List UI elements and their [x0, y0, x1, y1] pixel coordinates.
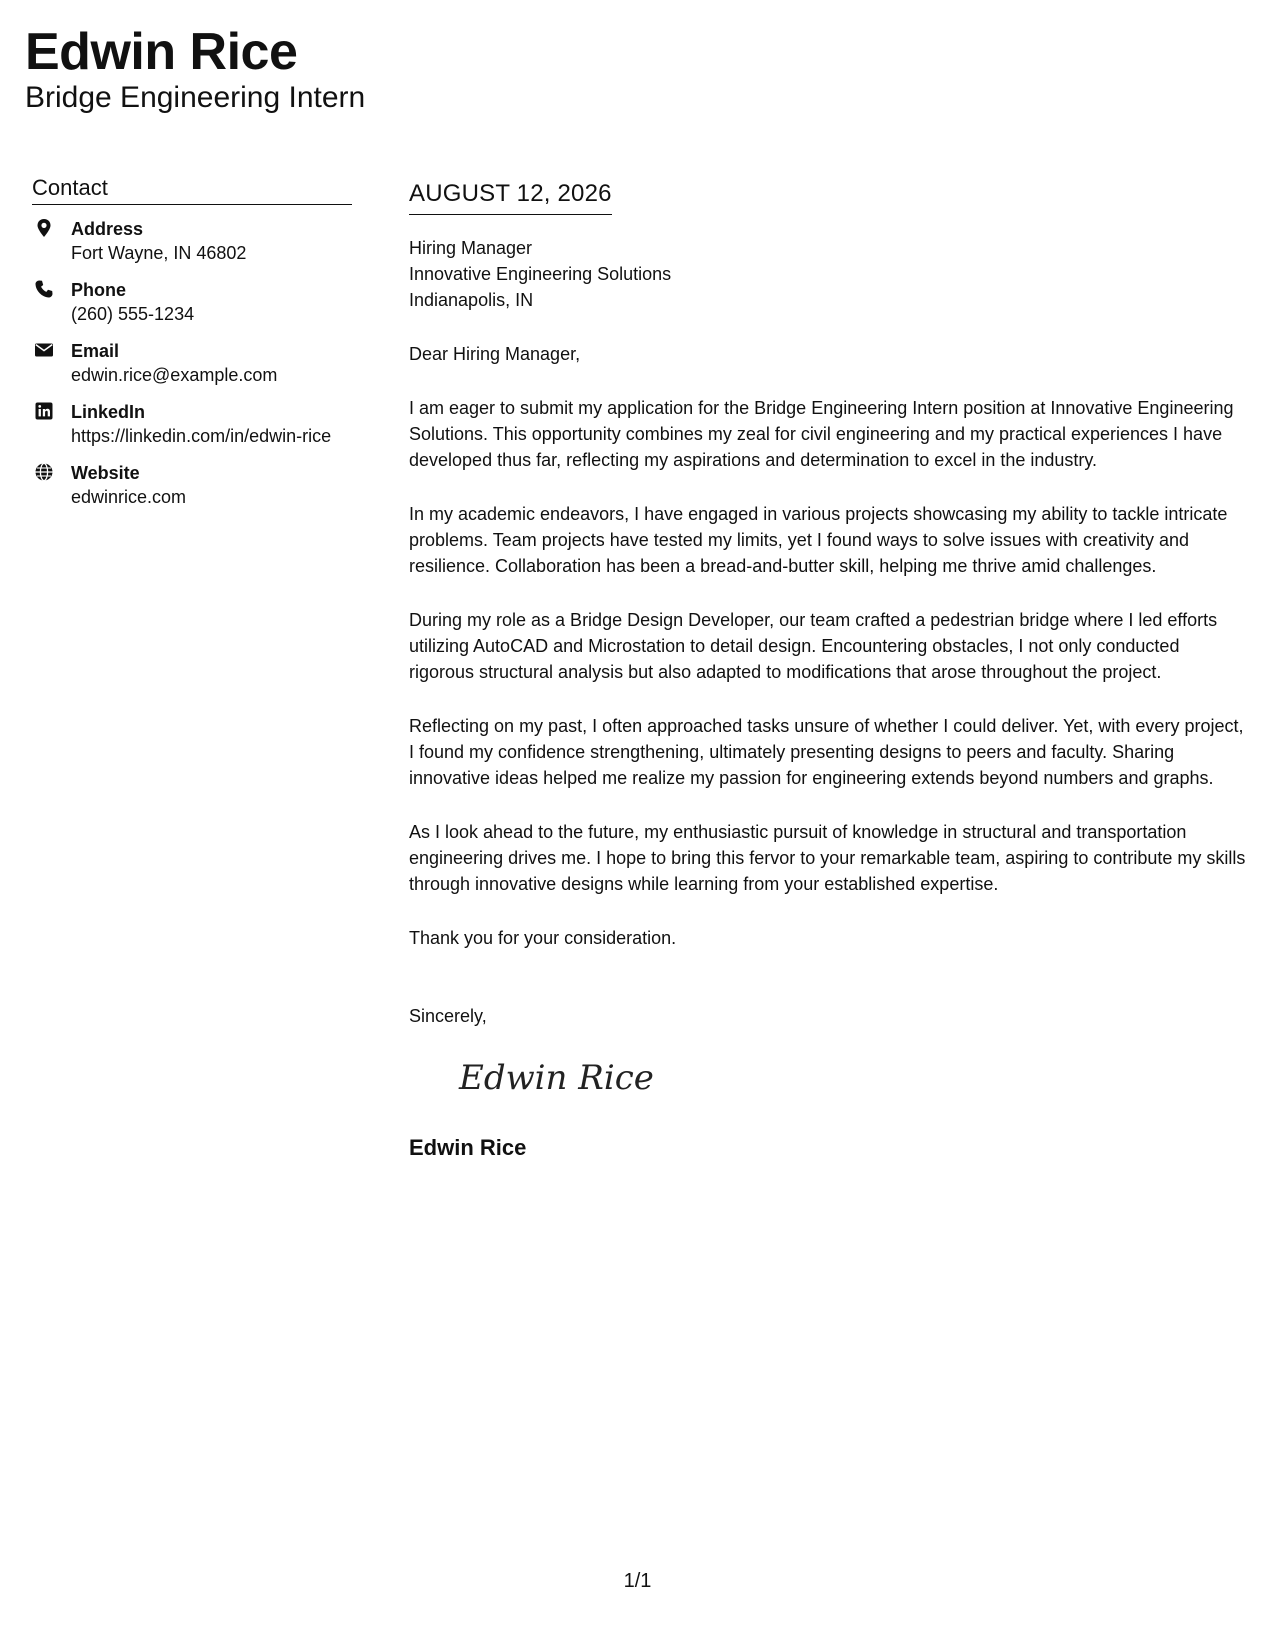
applicant-title: Bridge Engineering Intern — [25, 81, 366, 114]
recipient-line: Innovative Engineering Solutions — [409, 264, 672, 284]
handwritten-signature — [453, 1049, 673, 1105]
contact-sidebar — [32, 174, 352, 510]
recipient-line: Hiring Manager — [409, 238, 533, 258]
applicant-name: Edwin Rice — [25, 23, 298, 81]
contact-label: Address — [71, 219, 144, 239]
map-pin-icon — [34, 218, 54, 238]
contact-label: Phone — [71, 280, 127, 300]
contact-item-address — [32, 217, 352, 266]
salutation: Dear Hiring Manager, — [409, 344, 581, 364]
linkedin-icon — [34, 401, 54, 421]
closing: Sincerely, — [409, 1006, 487, 1026]
contact-value: edwin.rice@example.com — [71, 365, 278, 385]
recipient-block — [409, 235, 1249, 313]
contact-label: Email — [71, 341, 120, 361]
body-paragraph: During my role as a Bridge Design Developer, our team crafted a pedestrian bridge where I led efforts utilizing AutoCAD and Microstation to detail design. Encountering obstacles, I not only conducted rigorous structural analysis but also adapted to modifications that arose throughout the project. — [409, 610, 1218, 682]
signature-text: Edwin Rice — [459, 1058, 654, 1098]
contact-section-title: Contact — [32, 174, 352, 205]
globe-icon — [34, 462, 54, 482]
body-paragraph: I am eager to submit my application for the Bridge Engineering Intern position at Innovative Engineering Solutions. This opportunity combines my zeal for civil engineering and my practical experiences I have developed thus far, reflecting my aspirations and determination to excel in the industry. — [409, 398, 1234, 470]
recipient-line: Indianapolis, IN — [409, 290, 534, 310]
signer-name: Edwin Rice — [409, 1135, 527, 1160]
resume-header — [25, 22, 365, 116]
contact-item-linkedin — [32, 400, 352, 449]
cover-letter — [409, 178, 1249, 1162]
body-paragraph: Reflecting on my past, I often approached tasks unsure of whether I could deliver. Yet, with every project, I found my confidence strengthening, ultimately presenting designs to peers and faculty. Sharing innovative ideas helped me realize my passion for engineering extends beyond numbers and graphs. — [409, 716, 1244, 788]
letter-date: AUGUST 12, 2026 — [409, 178, 612, 215]
contact-item-email — [32, 339, 352, 388]
contact-label: Website — [71, 463, 140, 483]
contact-item-website — [32, 461, 352, 510]
envelope-icon — [34, 340, 54, 360]
contact-value[interactable]: edwinrice.com — [71, 487, 187, 507]
contact-value: Fort Wayne, IN 46802 — [71, 243, 247, 263]
page-number: 1/1 — [623, 1570, 652, 1592]
contact-value[interactable]: https://linkedin.com/in/edwin-rice — [71, 426, 332, 446]
body-paragraph: As I look ahead to the future, my enthusiastic pursuit of knowledge in structural and transportation engineering drives me. I hope to bring this fervor to your remarkable team, aspiring to contribute my skills through innovative designs while learning from your established expertise. — [409, 822, 1246, 894]
contact-label: LinkedIn — [71, 402, 146, 422]
body-paragraph: In my academic endeavors, I have engaged in various projects showcasing my ability to tackle intricate problems. Team projects have tested my limits, yet I found ways to solve issues with creativity and resilience. Collaboration has been a bread-and-butter skill, helping me thrive amid challenges. — [409, 504, 1228, 576]
contact-value: (260) 555-1234 — [71, 304, 195, 324]
phone-icon — [34, 279, 54, 299]
contact-item-phone — [32, 278, 352, 327]
thank-you-paragraph: Thank you for your consideration. — [409, 928, 677, 948]
